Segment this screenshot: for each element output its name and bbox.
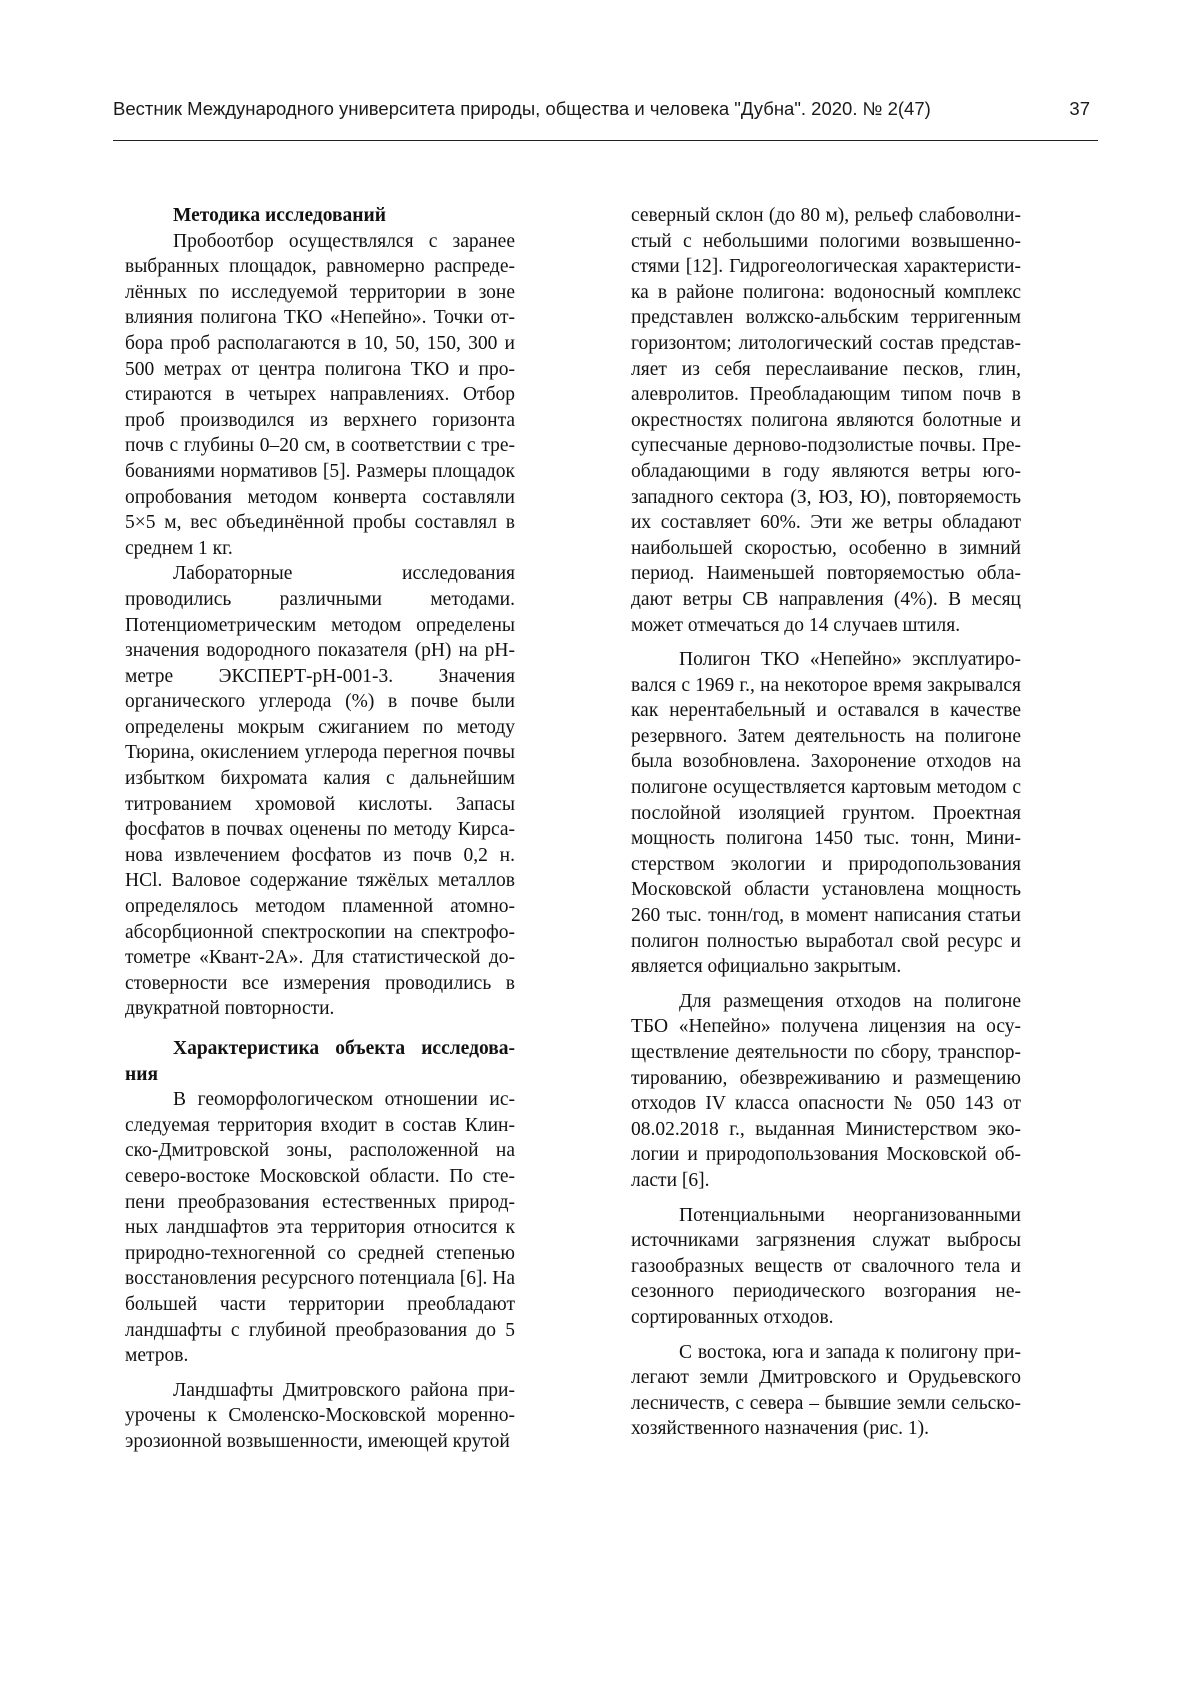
running-header: [113, 96, 1098, 122]
paragraph-lab-methods: Лабораторные исследования проводились различными методами. Потенциометрическим методом определены значения водородного показателя (pH) на pH-метре ЭКСПЕРТ-pH-001-3. Значения органического углерода (%) в почве были определены мокрым сжиганием по методу Тюрина, окислением углерода перегноя почвы избытком бихромата калия с дальнейшим титрованием хромовой кислоты. Запасы фосфатов в почвах оценены по методу Кирсанова извлечением фосфатов из почв 0,2 н. HCl. Валовое содержание тяжёлых металлов определялось методом пламенной атомно-абсорбционной спектроскопии на спектрофотометре «Квант-2А». Для статистической достоверности все измерения проводились в двукратной повторности.: [125, 563, 515, 1020]
left-column: [125, 203, 515, 1455]
paragraph-pollution-sources: Потенциальными неорганизованными источниками загрязнения служат выбросы газообразных веществ от свалочного тела и сезонного периодического возгорания несортированных отходов.: [631, 1204, 1021, 1328]
paragraph-license: Для размещения отходов на полигоне ТБО «Непейно» получена лицензия на осуществление деятельности по сбору, транспортированию, обезвреживанию и размещению отходов IV класса опасности № 050 143 от 08.02.2018 г., выданная Министерством экологии и природопользования Московской области [6].: [631, 990, 1021, 1191]
section-heading-methods: Методика исследований: [173, 205, 386, 226]
right-column: [631, 203, 1021, 1442]
page-number: 37: [1069, 98, 1090, 119]
paragraph-sampling: Пробоотбор осуществлялся с заранее выбранных площадок, равномерно распределённых по исследуемой территории в зоне влияния полигона ТКО «Непейно». Точки отбора проб располагаются в 10, 50, 150, 300 и 500 метрах от центра полигона ТКО и простираются в четырех направлениях. Отбор проб производился из верхнего горизонта почв с глубины 0–20 см, в соответствии с требованиями нормативов [5]. Размеры площадок опробования методом конверта составляли 5×5 м, вес объединённой пробы составлял в среднем 1 кг.: [125, 230, 515, 559]
paragraph-landscapes: Ландшафты Дмитровского района приурочены к Смоленско-Московской моренно-эрозионной возвышенности, имеющей крутой: [125, 1379, 515, 1452]
journal-title: Вестник Международного университета природы, общества и человека "Дубна". 2020. № 2(47): [113, 98, 931, 119]
section-heading-object: Характеристика объекта исследования: [125, 1038, 515, 1085]
paragraph-geomorphology: В геоморфологическом отношении исследуемая территория входит в состав Клинско-Дмитровской зоны, расположенной на северо-востоке Московской области. По степени преобразования естественных природных ландшафтов эта территория относится к природно-техногенной со средней степенью восстановления ресурсного потенциала [6]. На большей части территории преобладают ландшафты с глубиной преобразования до 5 метров.: [125, 1089, 515, 1367]
paragraph-landfill-history: Полигон ТКО «Непейно» эксплуатировался с 1969 г., на некоторое время закрывался как нерентабельный и оставался в качестве резервного. Затем деятельность на полигоне была возобновлена. Захоронение отходов на полигоне осуществляется картовым методом с послойной изоляцией грунтом. Проектная мощность полигона 1450 тыс. тонн, Министерством экологии и природопользования Московской области установлена мощность 260 тыс. тонн/год, в момент написания статьи полигон полностью выработал свой ресурс и является официально закрытым.: [631, 649, 1021, 978]
header-rule: [113, 140, 1098, 141]
paragraph-surroundings: С востока, юга и запада к полигону прилегают земли Дмитровского и Орудьевского лесничеств, с севера – бывшие земли сельскохозяйственного назначения (рис. 1).: [631, 1341, 1021, 1440]
paragraph-hydrogeology: северный склон (до 80 м), рельеф слабоволнистый с небольшими пологими возвышенностями [12]. Гидрогеологическая характеристика в районе полигона: водоносный комплекс представлен волжско-альбским терригенным горизонтом; литологический состав представляет из себя переслаивание песков, глин, алевролитов. Преобладающим типом почв в окрестностях полигона являются болотные и супесчаные дерново-подзолистые почвы. Преобладающими в году являются ветры юго-западного сектора (З, ЮЗ, Ю), повторяемость их составляет 60%. Эти же ветры обладают наибольшей скоростью, особенно в зимний период. Наименьшей повторяемостью обладают ветры СВ направления (4%). В месяц может отмечаться до 14 случаев штиля.: [631, 205, 1021, 636]
